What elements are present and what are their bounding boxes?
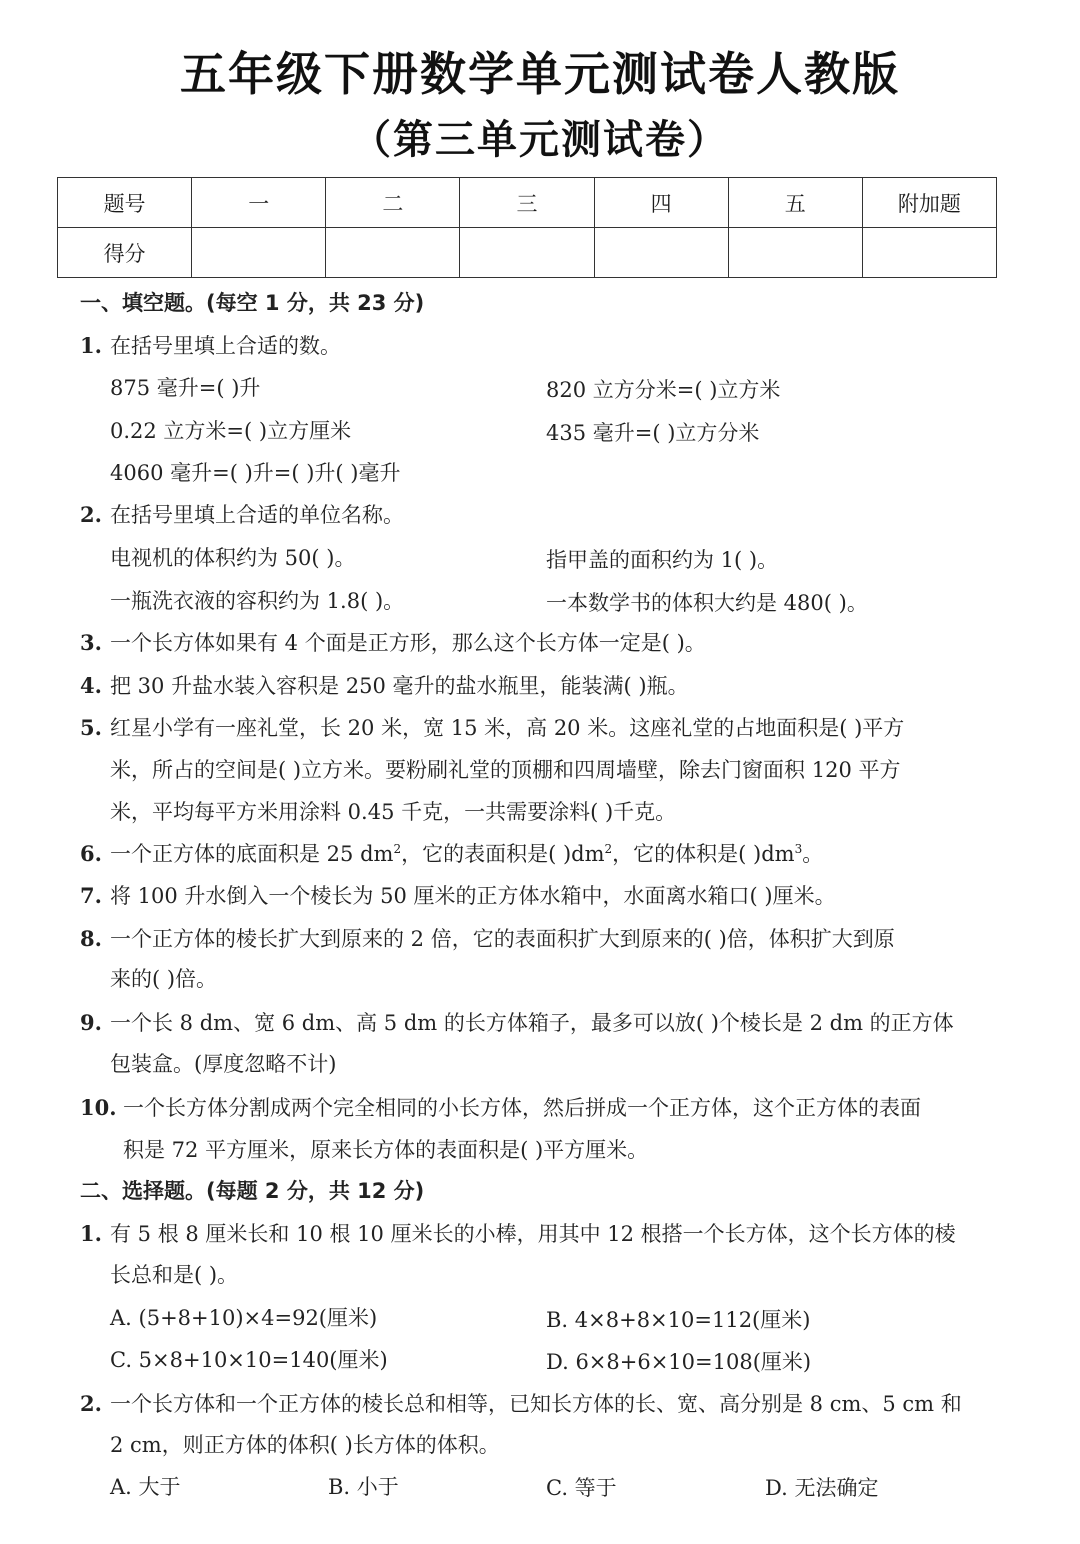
question-item: 4060 毫升=( )升=( )升( )毫升: [110, 461, 401, 485]
choice-option-a: A. (5+8+10)×4=92(厘米): [110, 1306, 378, 1330]
question-text: 来的( )倍。: [110, 967, 218, 991]
question-number: 3.: [80, 630, 102, 655]
q6-part: 。: [802, 842, 824, 866]
question-item: 一本数学书的体积大约是 480( )。: [546, 591, 868, 615]
score-cell: [460, 228, 594, 278]
question-item: 一瓶洗衣液的容积约为 1.8( )。: [110, 589, 405, 613]
score-row-label: 得分: [58, 228, 192, 278]
question-text: 包装盒。(厚度忽略不计): [110, 1052, 337, 1076]
score-header-cell: 四: [594, 178, 728, 228]
question-text: 有 5 根 8 厘米长和 10 根 10 厘米长的小棒，用其中 12 根搭一个长方体，这个长方体的棱: [110, 1222, 956, 1246]
question-text: [110, 839, 823, 869]
choice-option-b: B. 4×8+8×10=112(厘米): [546, 1308, 811, 1332]
question-number: 1.: [80, 333, 102, 358]
choice-option-a: A. 大于: [110, 1475, 181, 1499]
question-item: 435 毫升=( )立方分米: [546, 421, 760, 445]
score-table-header-row: [58, 178, 997, 228]
question-text: 把 30 升盐水装入容积是 250 毫升的盐水瓶里，能装满( )瓶。: [110, 674, 689, 698]
question-number: 10.: [80, 1095, 117, 1120]
q6-part: ，它的表面积是( )dm: [401, 842, 605, 866]
choice-option-d: D. 无法确定: [765, 1476, 879, 1500]
question-item: 875 毫升=( )升: [110, 376, 261, 400]
score-cell: [862, 228, 996, 278]
score-header-cell: 附加题: [862, 178, 996, 228]
section-heading-fill-blank: 一、填空题。(每空 1 分，共 23 分): [80, 291, 425, 315]
superscript: 2: [393, 842, 402, 856]
score-header-cell: 三: [460, 178, 594, 228]
question-text: 一个长方体如果有 4 个面是正方形，那么这个长方体一定是( )。: [110, 631, 706, 655]
section-heading-multiple-choice: 二、选择题。(每题 2 分，共 12 分): [80, 1179, 425, 1203]
q6-part: 一个正方体的底面积是 25 dm: [110, 842, 394, 866]
choice-option-d: D. 6×8+6×10=108(厘米): [546, 1350, 812, 1374]
question-number: 7.: [80, 883, 102, 908]
score-table-score-row: [58, 228, 997, 278]
question-item: 指甲盖的面积约为 1( )。: [546, 548, 779, 572]
question-text: 一个长方体和一个正方体的棱长总和相等，已知长方体的长、宽、高分别是 8 cm、5 cm 和: [110, 1392, 962, 1416]
page-subtitle: （第三单元测试卷）: [351, 117, 729, 163]
question-text: 将 100 升水倒入一个棱长为 50 厘米的正方体水箱中，水面离水箱口( )厘米。: [110, 884, 836, 908]
question-item: 820 立方分米=( )立方米: [546, 378, 781, 402]
question-text: 一个长 8 dm、宽 6 dm、高 5 dm 的长方体箱子，最多可以放( )个棱长是 2 dm 的正方体: [110, 1011, 954, 1035]
question-text: 米，平均每平方米用涂料 0.45 千克，一共需要涂料( )千克。: [110, 800, 677, 824]
question-number: 8.: [80, 926, 102, 951]
question-text: 红星小学有一座礼堂，长 20 米，宽 15 米，高 20 米。这座礼堂的占地面积是( )平方: [110, 716, 905, 740]
superscript: 2: [604, 842, 613, 856]
question-text: 在括号里填上合适的数。: [110, 334, 341, 358]
question-item: 电视机的体积约为 50( )。: [110, 546, 356, 570]
question-text: 一个长方体分割成两个完全相同的小长方体，然后拼成一个正方体，这个正方体的表面: [123, 1096, 921, 1120]
score-header-cell: 一: [192, 178, 326, 228]
question-text: 在括号里填上合适的单位名称。: [110, 503, 404, 527]
question-number: 6.: [80, 841, 102, 866]
choice-option-c: C. 等于: [546, 1476, 617, 1500]
question-text: 积是 72 平方厘米，原来长方体的表面积是( )平方厘米。: [123, 1138, 649, 1162]
superscript: 3: [794, 842, 803, 856]
question-number: 9.: [80, 1010, 102, 1035]
score-table: [57, 177, 997, 278]
score-cell: [728, 228, 862, 278]
question-text: 2 cm，则正方体的体积( )长方体的体积。: [110, 1433, 500, 1457]
choice-option-b: B. 小于: [328, 1475, 399, 1499]
question-text: 米，所占的空间是( )立方米。要粉刷礼堂的顶棚和四周墙壁，除去门窗面积 120 平方: [110, 758, 901, 782]
choice-option-c: C. 5×8+10×10=140(厘米): [110, 1348, 388, 1372]
q6-part: ，它的体积是( )dm: [612, 842, 795, 866]
question-text: 一个正方体的棱长扩大到原来的 2 倍，它的表面积扩大到原来的( )倍，体积扩大到原: [110, 927, 895, 951]
question-number: 1.: [80, 1221, 102, 1246]
question-text: 长总和是( )。: [110, 1263, 239, 1287]
score-header-cell: 五: [728, 178, 862, 228]
page-title: 五年级下册数学单元测试卷人教版: [180, 47, 900, 101]
score-header-cell: 二: [326, 178, 460, 228]
question-item: 0.22 立方米=( )立方厘米: [110, 419, 352, 443]
question-number: 2.: [80, 502, 102, 527]
score-cell: [594, 228, 728, 278]
score-cell: [326, 228, 460, 278]
question-number: 4.: [80, 673, 102, 698]
score-header-cell: 题号: [58, 178, 192, 228]
score-cell: [192, 228, 326, 278]
question-number: 5.: [80, 715, 102, 740]
question-number: 2.: [80, 1391, 102, 1416]
